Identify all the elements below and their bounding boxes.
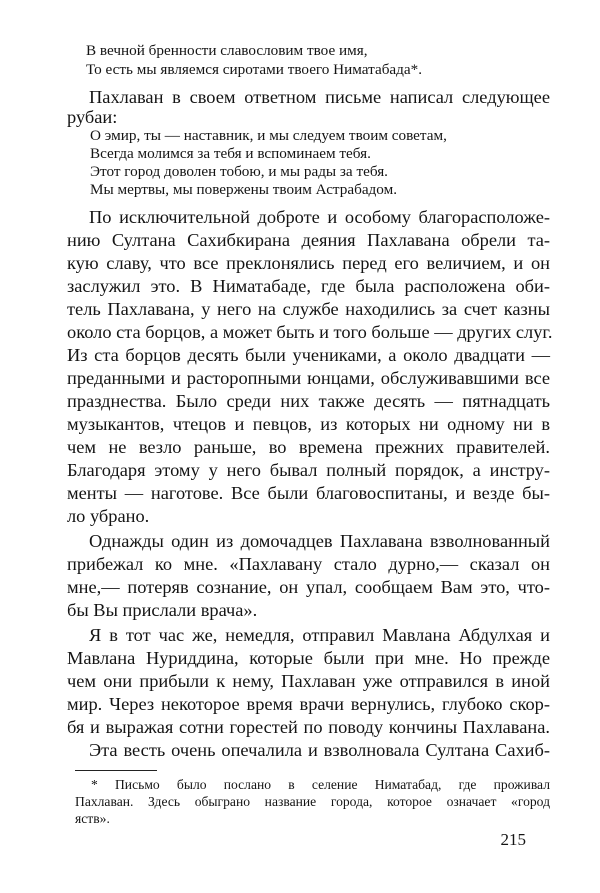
- footnote-divider: [75, 770, 157, 771]
- text-line: кую славу, что все преклонялись перед его величием, и он: [67, 253, 550, 273]
- text-line: бя и выражая сотни горестей по поводу кончины Пахлавана.: [67, 717, 550, 737]
- footnote-line: Пахлаван. Здесь обыграно название города, которое означает «город: [75, 794, 550, 809]
- text-line: празднества. Было среди них также десять — пятнадцать: [67, 391, 550, 411]
- text-line: около ста борцов, а может быть и того больше — других слуг.: [67, 322, 553, 342]
- text-line: Благодаря этому у него бывал полный порядок, а инстру-: [67, 460, 550, 480]
- text-line: заслужил это. В Ниматабаде, где была расположена оби-: [67, 276, 550, 296]
- text-line: менты — наготове. Все были благовоспитаны, и везде бы-: [67, 483, 550, 503]
- verse-line: О эмир, ты — наставник, и мы следуем твоим советам,: [90, 127, 447, 144]
- footnote-line: * Письмо было послано в селение Ниматабад, где проживал: [91, 777, 550, 792]
- text-line: Пахлаван в своем ответном письме написал следующее: [89, 87, 550, 107]
- text-line: чем не везло раньше, во времена прежних правителей.: [67, 437, 550, 457]
- text-line: чем они прибыли к нему, Пахлаван уже отправился в иной: [67, 671, 550, 691]
- text-line: Однажды один из домочадцев Пахлавана взволнованный: [89, 531, 550, 551]
- text-line: Мавлана Нуриддина, которые были при мне. Но прежде: [67, 648, 550, 668]
- text-line: нию Султана Сахибкирана деяния Пахлавана обрели та-: [67, 230, 550, 250]
- text-line: музыкантов, чтецов и певцов, из которых ни одному ни в: [67, 414, 550, 434]
- text-line: Эта весть очень опечалила и взволновала Султана Сахиб-: [89, 740, 550, 760]
- verse-line: В вечной бренности славословим твое имя,: [86, 42, 368, 59]
- page-number: 215: [500, 830, 526, 849]
- text-line: Из ста борцов десять были учениками, а около двадцати —: [67, 345, 550, 365]
- verse-line: Мы мертвы, мы повержены твоим Астрабадом.: [90, 181, 397, 198]
- text-line: прибежал ко мне. «Пахлавану стало дурно,— сказал он: [67, 554, 550, 574]
- text-line: мне,— потеряв сознание, он упал, сообщаем Вам это, что-: [67, 577, 550, 597]
- text-line: Я в тот час же, немедля, отправил Мавлана Абдулхая и: [89, 625, 550, 645]
- text-line: По исключительной доброте и особому благорасположе-: [89, 207, 550, 227]
- text-line: тель Пахлавана, у него на службе находились за счет казны: [67, 299, 550, 319]
- text-line: рубаи:: [67, 107, 118, 127]
- verse-line: То есть мы являемся сиротами твоего Ниматабада*.: [86, 61, 423, 78]
- text-line: мир. Через некоторое время врачи вернулись, глубоко скор-: [67, 694, 550, 714]
- text-line: ло убрано.: [67, 506, 150, 526]
- text-line: преданными и расторопными юнцами, обслуживавшими все: [67, 368, 550, 388]
- footnote-line: яств».: [75, 811, 110, 826]
- text-line: бы Вы прислали врача».: [67, 600, 258, 620]
- verse-line: Всегда молимся за тебя и вспоминаем тебя.: [90, 145, 371, 162]
- verse-line: Этот город доволен тобою, и мы рады за тебя.: [90, 163, 388, 180]
